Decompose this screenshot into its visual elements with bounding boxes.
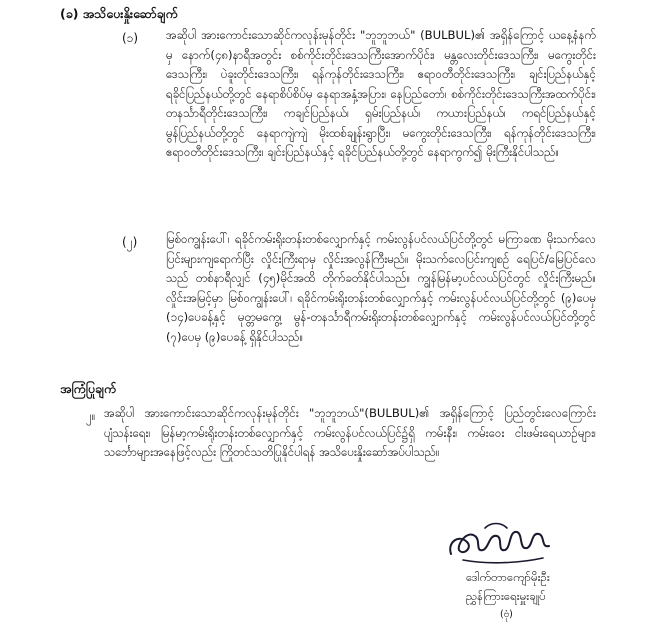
item-number-1: (၁) — [122, 31, 139, 45]
signatory-title: ညွှန်ကြားရေးမှူးချုပ် — [466, 589, 546, 603]
signatory-name: ဒေါက်တာကျော်မိုးဦး — [466, 570, 550, 584]
handwritten-signature — [445, 520, 560, 568]
section-heading-advice: အကြံပြုချက် — [60, 381, 117, 396]
advice-number: ၂။ — [86, 409, 96, 423]
paragraph-rain-forecast: အဆိုပါ အားကောင်းသောဆိုင်ကလုန်းမုန်တိုင်း "ဘူဘူဘယ်" (BULBUL)၏ အရှိန်ကြောင့် ယနေ့နံနက်မှ နောက်(၄၈)နာရီအတွင်း စစ်ကိုင်းတိုင်းဒေသကြီးအောက်ပိုင်း၊ မန္တလေးတိုင်းဒေသကြီး၊ မကွေးတိုင်းဒေသကြီး၊ ပဲခူးတိုင်းဒေသကြီး၊ ရန်ကုန်တိုင်းဒေသကြီး၊ ဧရာဝတီတိုင်းဒေသကြီး၊ ချင်းပြည်နယ်နှင့် ရခိုင်ပြည်နယ်တို့တွင် နေရာစိပ်စိပ်မှ နေရာအနှံ့အပြား၊ နေပြည်တော်၊ စစ်ကိုင်းတိုင်းဒေသကြီးအထက်ပိုင်း၊ တနင်္သာရီတိုင်းဒေသကြီး၊ ကချင်ပြည်နယ်၊ ရှမ်းပြည်နယ်၊ ကယားပြည်နယ်၊ ကရင်ပြည်နယ်နှင့် မွန်ပြည်နယ်တို့တွင် နေရာကျဲကျဲ မိုးထစ်ချုန်းရွာပြီး၊ မကွေးတိုင်းဒေသကြီး၊ ရန်ကုန်တိုင်းဒေသကြီး၊ ဧရာဝတီတိုင်းဒေသကြီး၊ ချင်းပြည်နယ်နှင့် ရခိုင်ပြည်နယ်တို့တွင် နေရာကွက်၍ မိုးကြီးနိုင်ပါသည်။ — [166, 28, 596, 159]
item-number-2: (၂) — [122, 235, 138, 249]
section-heading-notice: (ခ) အသိပေးနှိုးဆော်ချက် — [60, 6, 178, 21]
paragraph-wave-forecast: မြစ်ဝကျွန်းပေါ်၊ ရခိုင်ကမ်းရိုးတန်းတစ်လျှောက်နှင့် ကမ်းလွန်ပင်လယ်ပြင်တို့တွင် မကြာခဏ မိုးသက်လေပြင်းများကျရောက်ပြီး လှိုင်းကြီးရာမှ လှိုင်းအလွန်ကြီးမည်။ မိုးသက်လေပြင်းကျစဉ် ရေပြင်/မြေပြင်လေသည် တစ်နာရီလျှင် (၄၅)မိုင်အထိ တိုက်ခတ်နိုင်ပါသည်။ ကျွန်မြန်မာ့ပင်လယ်ပြင်တွင် လှိုင်းကြီးမည်။ လှိုင်းအမြင့်မှာ မြစ်ဝကျွန်းပေါ်၊ ရခိုင်ကမ်းရိုးတန်းတစ်လျှောက်နှင့် ကမ်းလွန်ပင်လယ်ပြင်တို့တွင် (၉)ပေမှ (၁၄)ပေခန့်နှင့် မုတ္တမကွေ့၊ မွန်-တနင်္သာရီကမ်းရိုးတန်းတစ်လျှောက်နှင့် ကမ်းလွန်ပင်လယ်ပြင်တို့တွင် (၇)ပေမှ (၉)ပေခန့် ရှိနိုင်ပါသည်။ — [166, 232, 596, 344]
signatory-subtitle: (ဗုံ) — [500, 609, 513, 620]
paragraph-advice: အဆိုပါ အားကောင်းသောဆိုင်ကလုန်းမုန်တိုင်း "ဘူဘူဘယ်"(BULBUL)၏ အရှိန်ကြောင့် ပြည်တွင်းလေကြောင်း ပျံသန်းရေး၊ မြန်မာ့ကမ်းရိုးတန်းတစ်လျှောက်နှင့် ကမ်းလွန်ပင်လယ်ပြင်၌ရှိ ကမ်းနီး၊ ကမ်းဝေး ငါးဖမ်းရေယာဉ်များ၊ သင်္ဘောများအနေဖြင့်လည်း ကြိုတင်သတိပြုနိုင်ပါရန် အသိပေးနှိုးဆော်အပ်ပါသည်။ — [104, 406, 596, 459]
